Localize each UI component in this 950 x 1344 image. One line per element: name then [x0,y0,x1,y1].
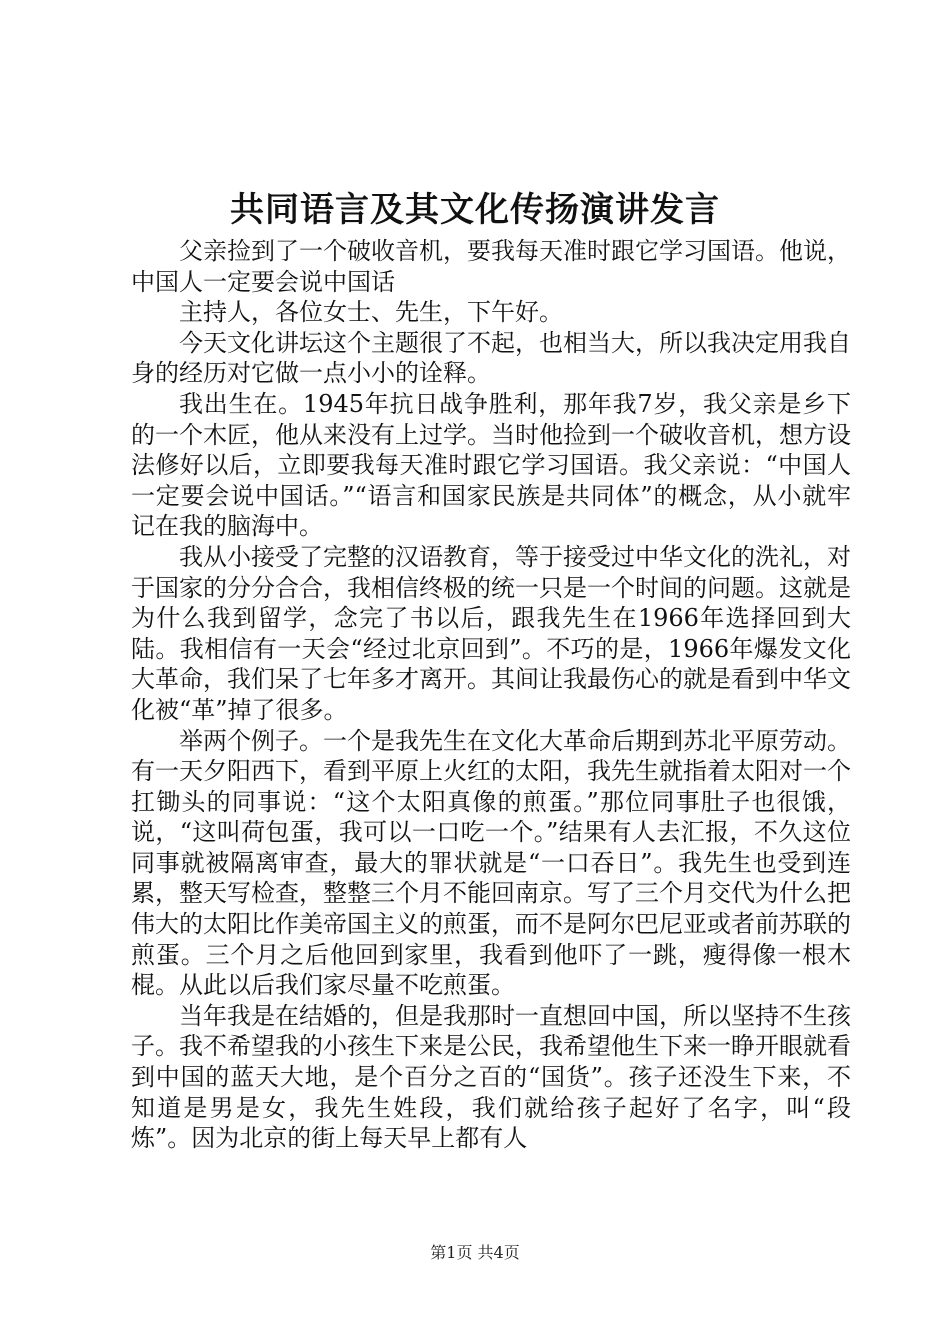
page-number-footer: 第1页 共4页 [430,1243,520,1262]
paragraph-3: 今天文化讲坛这个主题很了不起，也相当大，所以我决定用我自身的经历对它做一点小小的诠释。 [131,328,851,388]
paragraph-1: 父亲捡到了一个破收音机，要我每天准时跟它学习国语。他说，中国人一定要会说中国话 [131,237,851,296]
paragraph-7: 当年我是在结婚的，但是我那时一直想回中国，所以坚持不生孩子。我不希望我的小孩生下来是公民，我希望他生下来一睁开眼就看到中国的蓝天大地，是个百分之百的“国货”。孩子还没生下来，不知道是男是女，我先生姓段，我们就给孩子起好了名字，叫“段炼”。因为北京的街上每天早上都有人 [131,1001,851,1153]
paragraph-4: 我出生在。1945年抗日战争胜利，那年我7岁，我父亲是乡下的一个木匠，他从来没有上过学。当时他捡到一个破收音机，想方设法修好以后，立即要我每天准时跟它学习国语。我父亲说：“中国人一定要会说中国话。”“语言和国家民族是共同体”的概念，从小就牢记在我的脑海中。 [131,389,851,541]
document-body [131,236,851,1154]
paragraph-2: 主持人，各位女士、先生，下午好。 [179,298,563,327]
paragraph-6: 举两个例子。一个是我先生在文化大革命后期到苏北平原劳动。有一天夕阳西下，看到平原上火红的太阳，我先生就指着太阳对一个扛锄头的同事说：“这个太阳真像的煎蛋。”那位同事肚子也很饿，说，“这叫荷包蛋，我可以一口吃一个。”结果有人去汇报，不久这位同事就被隔离审查，最大的罪状就是“一口吞日”。我先生也受到连累，整天写检查，整整三个月不能回南京。写了三个月交代为什么把伟大的太阳比作美帝国主义的煎蛋，而不是阿尔巴尼亚或者前苏联的煎蛋。三个月之后他回到家里，我看到他吓了一跳，瘦得像一根木棍。从此以后我们家尽量不吃煎蛋。 [131,726,851,1000]
document-title: 共同语言及其文化传扬演讲发言 [230,190,720,230]
paragraph-5: 我从小接受了完整的汉语教育，等于接受过中华文化的洗礼，对于国家的分分合合，我相信终极的统一只是一个时间的问题。这就是为什么我到留学，念完了书以后，跟我先生在1966年选择回到大陆。我相信有一天会“经过北京回到”。不巧的是，1966年爆发文化大革命，我们呆了七年多才离开。其间让我最伤心的就是看到中华文化被“革”掉了很多。 [131,542,851,724]
